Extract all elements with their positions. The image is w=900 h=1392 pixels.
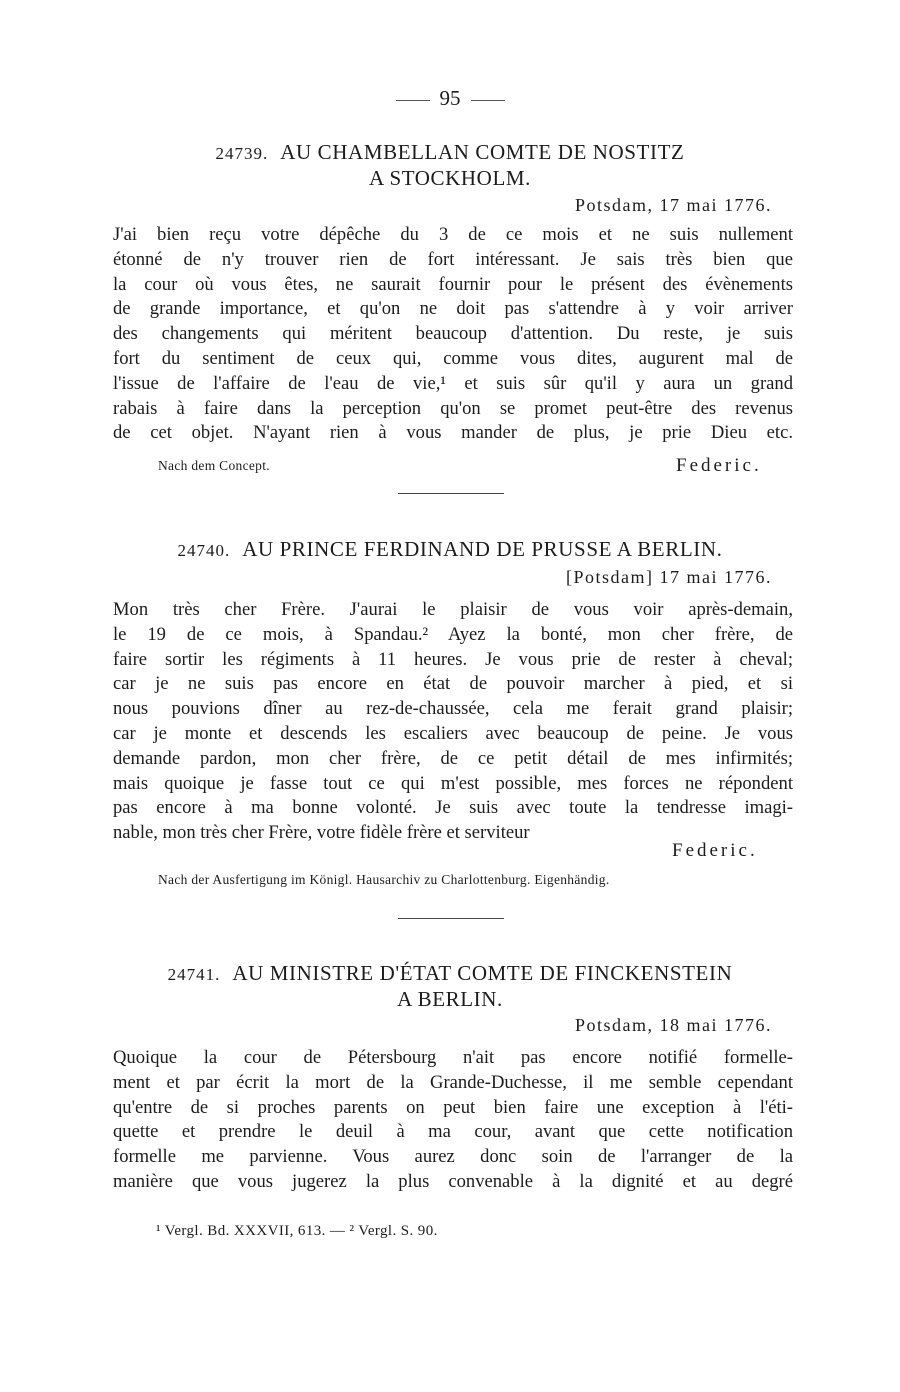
letter-number: 24740. xyxy=(177,541,231,560)
body-line: J'ai bien reçu votre dépêche du 3 de ce mois et ne suis nullement xyxy=(113,224,793,245)
body-line: l'issue de l'affaire de l'eau de vie,¹ et suis sûr qu'il y aura un grand xyxy=(113,372,793,394)
body-line: car je monte et descends les escaliers avec beaucoup de peine. Je vous xyxy=(113,722,793,744)
section-divider xyxy=(398,918,504,919)
section-divider xyxy=(398,493,504,494)
heading-line1: AU PRINCE FERDINAND DE PRUSSE A BERLIN. xyxy=(242,537,723,561)
signature: Federic. xyxy=(672,840,758,861)
body-line: faire sortir les régiments à 11 heures. Je vous prie de rester à cheval; xyxy=(113,648,793,670)
letter-heading xyxy=(110,961,790,1012)
signature: Federic. xyxy=(676,455,762,476)
letter-body xyxy=(113,223,793,446)
heading-line1: AU MINISTRE D'ÉTAT COMTE DE FINCKENSTEIN xyxy=(232,961,733,985)
letter-number: 24741. xyxy=(167,965,221,984)
body-line: nous pouvions dîner au rez-de-chaussée, cela me ferait grand plaisir; xyxy=(113,698,793,720)
body-line: des changements qui méritent beaucoup d'attention. Du reste, je suis xyxy=(113,323,793,345)
body-line: nable, mon très cher Frère, votre fidèle frère et serviteur xyxy=(113,822,530,844)
heading-line1: AU CHAMBELLAN COMTE DE NOSTITZ xyxy=(280,140,685,164)
page-number-dash-left xyxy=(396,100,430,101)
dateline: [Potsdam] 17 mai 1776. xyxy=(566,567,772,587)
letter-body xyxy=(113,1046,793,1195)
body-line: de cet objet. N'ayant rien à vous mander de plus, je prie Dieu etc. xyxy=(113,422,793,444)
page-number-dash-right xyxy=(471,100,505,101)
body-line: rabais à faire dans la perception qu'on se promet peut-être des revenus xyxy=(113,397,793,419)
body-line: de grande importance, et qu'on ne doit pas s'attendre à y voir arriver xyxy=(113,298,793,320)
page-number xyxy=(0,86,900,111)
body-line: ment et par écrit la mort de la Grande-Duchesse, il me semble cependant xyxy=(113,1071,793,1093)
body-line: demande pardon, mon cher frère, de ce petit détail de mes infirmités; xyxy=(113,747,793,769)
letter-heading xyxy=(110,140,790,191)
body-line: étonné de n'y trouver rien de fort intéressant. Je sais très bien que xyxy=(113,248,793,270)
letter-body xyxy=(113,598,793,846)
letter-number: 24739. xyxy=(215,144,269,163)
page-number-text: 95 xyxy=(439,86,461,110)
body-line: fort du sentiment de ceux qui, comme vous dites, augurent mal de xyxy=(113,347,793,369)
dateline: Potsdam, 18 mai 1776. xyxy=(575,1015,772,1035)
body-line: la cour où vous êtes, ne saurait fournir pour le présent des évènements xyxy=(113,273,793,295)
body-line: Quoique la cour de Pétersbourg n'ait pas encore notifié formelle- xyxy=(113,1047,793,1068)
body-line: formelle me parvienne. Vous aurez donc soin de l'arranger de la xyxy=(113,1146,793,1168)
body-line: quette et prendre le deuil à ma cour, avant que cette notification xyxy=(113,1121,793,1143)
body-line: le 19 de ce mois, à Spandau.² Ayez la bonté, mon cher frère, de xyxy=(113,623,793,645)
body-line: qu'entre de si proches parents on peut bien faire une exception à l'éti- xyxy=(113,1096,793,1118)
body-line: car je ne suis pas encore en état de pouvoir marcher à pied, et si xyxy=(113,673,793,695)
heading-line2: A BERLIN. xyxy=(397,987,503,1011)
body-line: mais quoique je fasse tout ce qui m'est possible, mes forces ne répondent xyxy=(113,772,793,794)
body-line: manière que vous jugerez la plus convenable à la dignité et au degré xyxy=(113,1170,793,1192)
footnote: ¹ Vergl. Bd. XXXVII, 613. — ² Vergl. S. 90. xyxy=(156,1223,438,1239)
body-line: pas encore à ma bonne volonté. Je suis avec toute la tendresse imagi- xyxy=(113,797,793,819)
body-line: Mon très cher Frère. J'aurai le plaisir de vous voir après-demain, xyxy=(113,599,793,620)
heading-line2: A STOCKHOLM. xyxy=(368,166,531,190)
source-note: Nach dem Concept. xyxy=(158,458,270,473)
letter-heading xyxy=(110,537,790,563)
dateline: Potsdam, 17 mai 1776. xyxy=(575,195,772,215)
source-note: Nach der Ausfertigung im Königl. Hausarchiv zu Charlottenburg. Eigenhändig. xyxy=(158,872,610,887)
